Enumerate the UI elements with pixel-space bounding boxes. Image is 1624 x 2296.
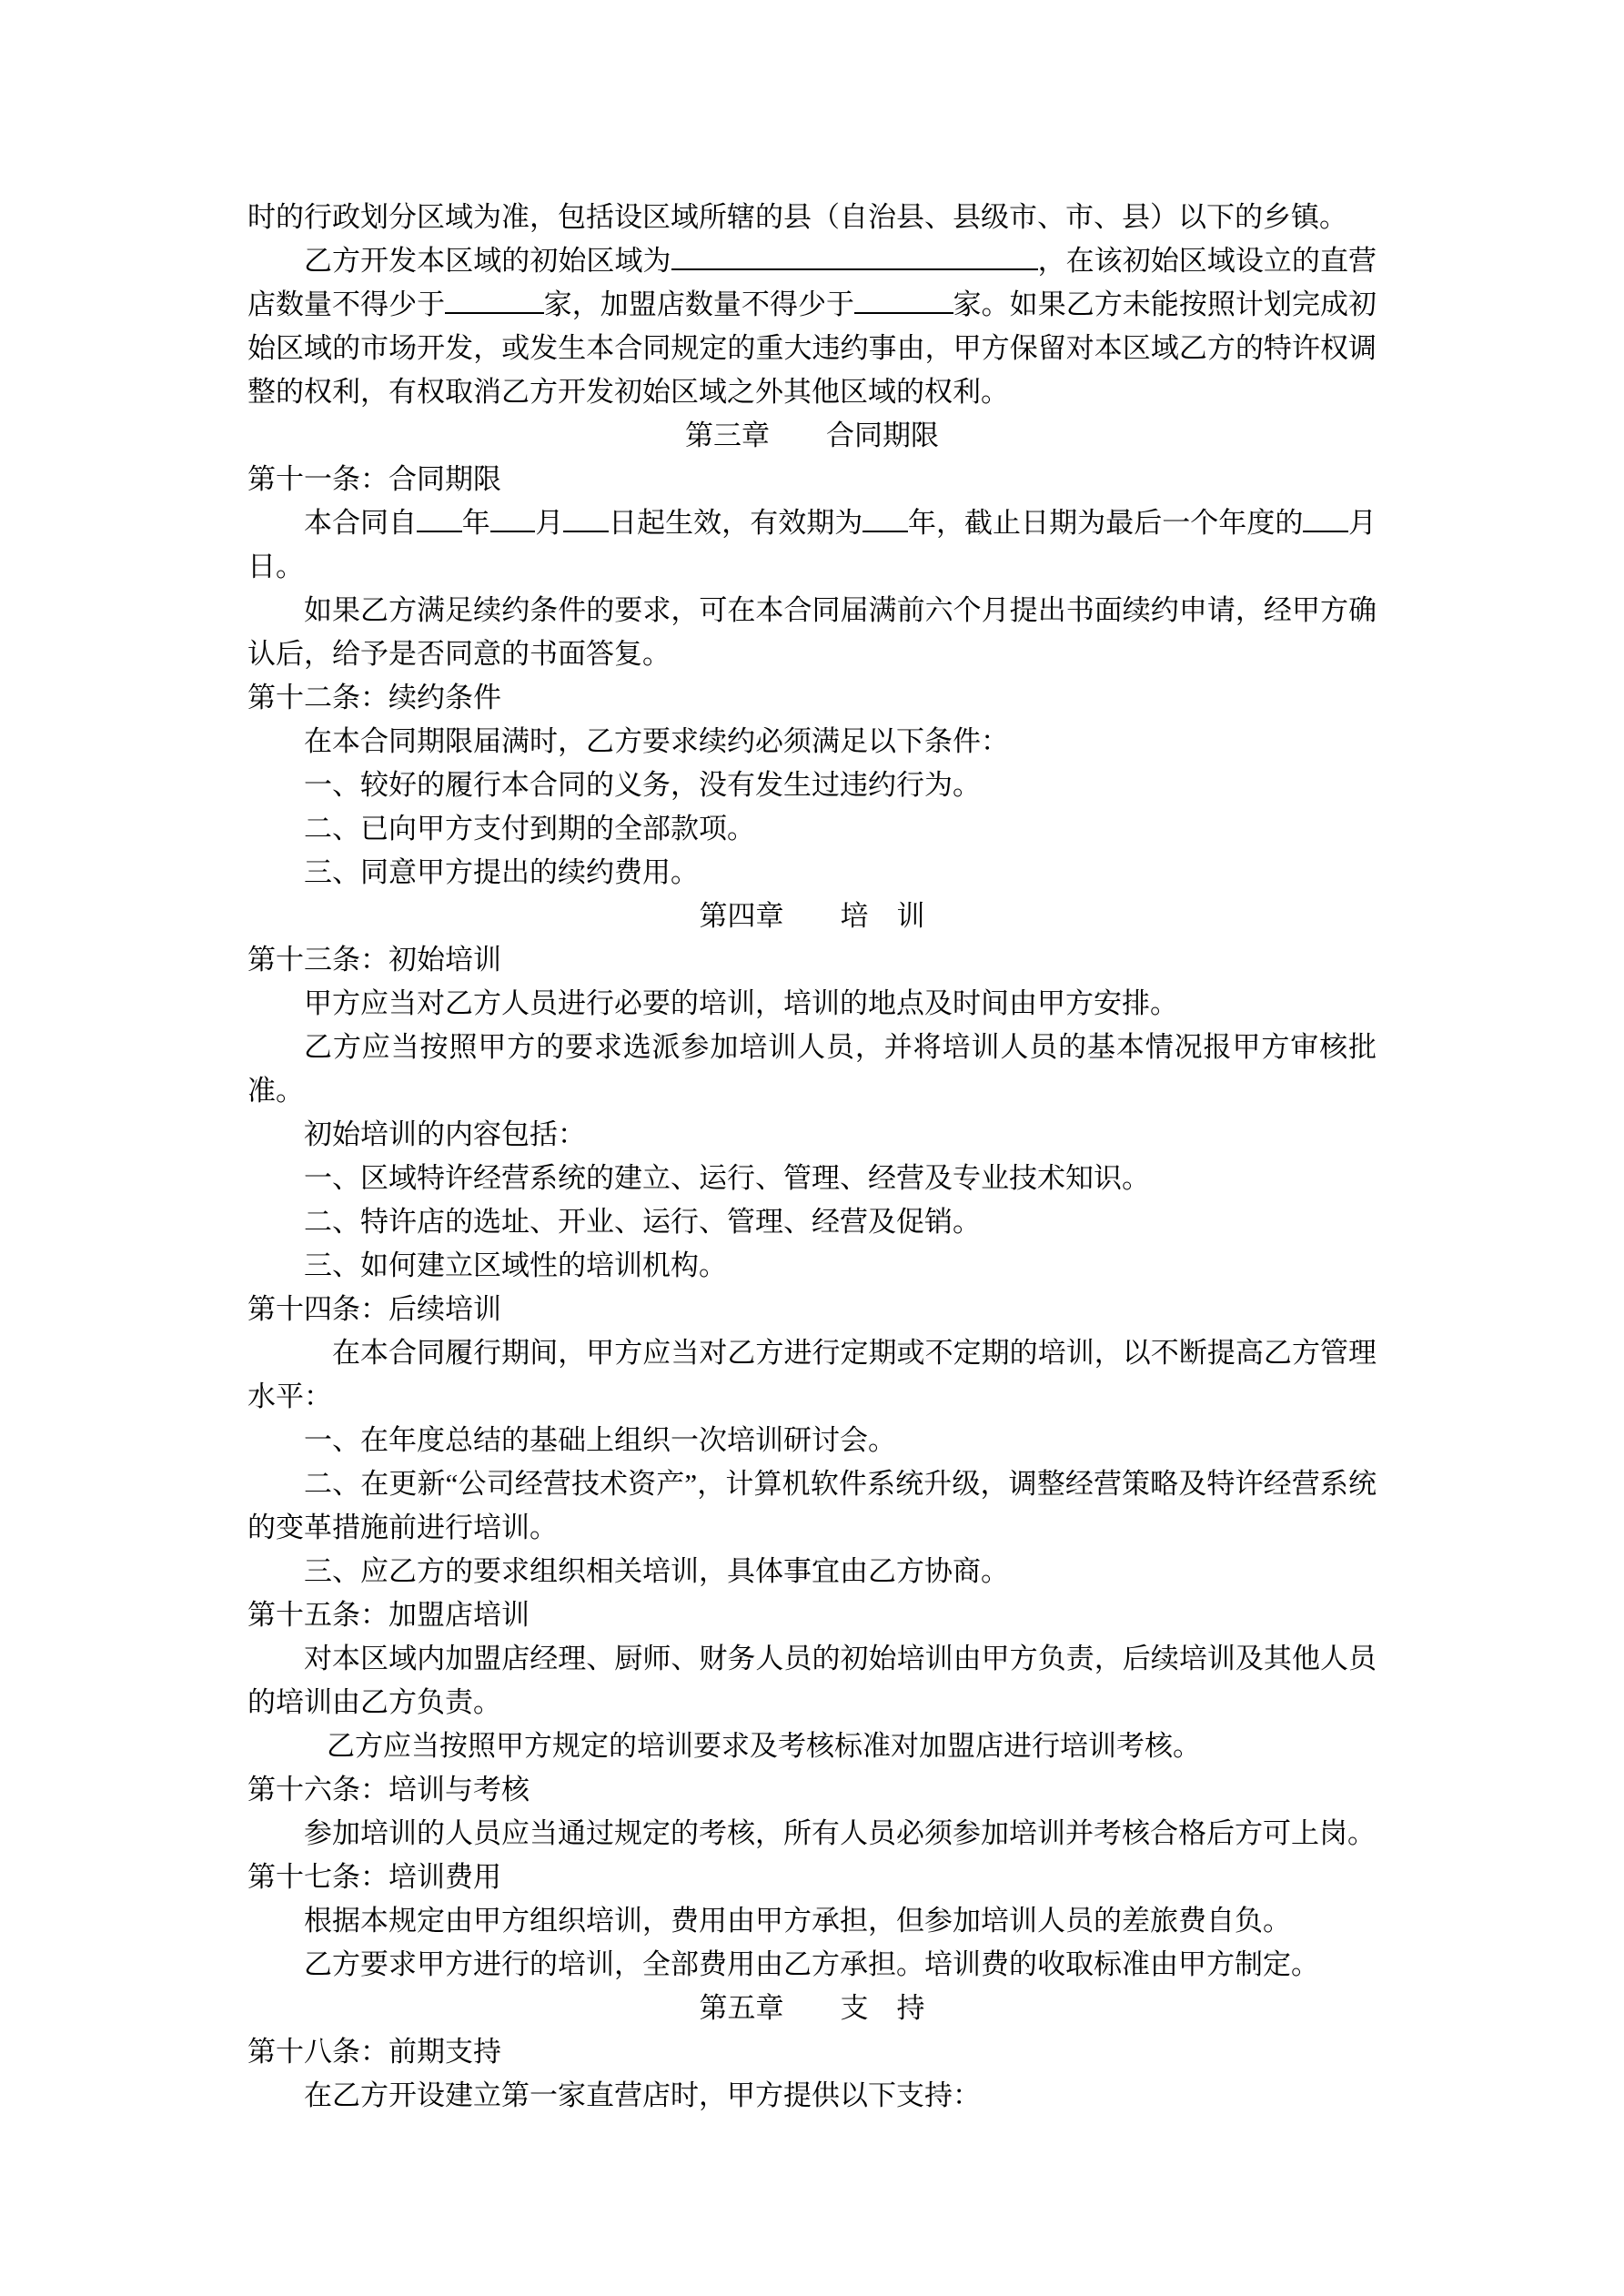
paragraph: 参加培训的人员应当通过规定的考核，所有人员必须参加培训并考核合格后方可上岗。	[304, 1817, 1376, 1849]
chapter-heading: 第五章 支 持	[699, 1992, 925, 2024]
paragraph: 如果乙方满足续约条件的要求，可在本合同届满前六个月提出书面续约申请，经甲方确认后，给予是否同意的书面答复。	[247, 594, 1377, 670]
clause-title: 第十七条：培训费用	[247, 1861, 501, 1893]
fill-in-blank	[490, 531, 536, 532]
paragraph: 二、在更新“公司经营技术资产”，计算机软件系统升级，调整经营策略及特许经营系统的变革措施前进行培训。	[247, 1468, 1377, 1543]
paragraph: 三、应乙方的要求组织相关培训，具体事宜由乙方协商。	[304, 1555, 1009, 1587]
paragraph: 时的行政划分区域为准，包括设区域所辖的县（自治县、县级市、市、县）以下的乡镇。	[247, 201, 1347, 233]
paragraph: 根据本规定由甲方组织培训，费用由甲方承担，但参加培训人员的差旅费自负。	[304, 1905, 1291, 1937]
paragraph: 三、同意甲方提出的续约费用。	[304, 856, 699, 888]
paragraph: 本合同自 年 月 日起生效，有效期为 年，截止日期为最后一个年度的 月日。	[247, 507, 1377, 582]
chapter-heading: 第三章 合同期限	[685, 420, 939, 451]
paragraph: 乙方应当按照甲方的要求选派参加培训人员，并将培训人员的基本情况报甲方审核批准。	[247, 1031, 1377, 1107]
paragraph: 对本区域内加盟店经理、厨师、财务人员的初始培训由甲方负责，后续培训及其他人员的培训由乙方负责。	[247, 1643, 1377, 1718]
paragraph: 在乙方开设建立第一家直营店时，甲方提供以下支持：	[304, 2079, 981, 2111]
clause-title: 第十二条：续约条件	[247, 682, 501, 713]
paragraph: 初始培训的内容包括：	[304, 1118, 586, 1150]
fill-in-blank	[671, 268, 1038, 270]
clause-title: 第十四条：后续培训	[247, 1293, 501, 1325]
paragraph: 三、如何建立区域性的培训机构。	[304, 1249, 727, 1281]
fill-in-blank	[862, 531, 908, 532]
contract-page-body	[247, 196, 1377, 2118]
paragraph: 在本合同履行期间，甲方应当对乙方进行定期或不定期的培训，以不断提高乙方管理水平：	[247, 1337, 1377, 1412]
paragraph: 乙方要求甲方进行的培训，全部费用由乙方承担。培训费的收取标准由甲方制定。	[304, 1948, 1319, 1980]
paragraph: 二、已向甲方支付到期的全部款项。	[304, 813, 755, 845]
paragraph: 乙方开发本区域的初始区域为 ，在该初始区域设立的直营店数量不得少于 家，加盟店数量不得少于 家。如果乙方未能按照计划完成初始区域的市场开发，或发生本合同规定的重大违约事由，甲方保留对本区域乙方的特许权调整的权利，有权取消乙方开发初始区域之外其他区域的权利。	[247, 245, 1377, 408]
clause-title: 第十三条：初始培训	[247, 944, 501, 976]
clause-title: 第十五条：加盟店培训	[247, 1599, 530, 1631]
paragraph: 一、区域特许经营系统的建立、运行、管理、经营及专业技术知识。	[304, 1162, 1150, 1194]
clause-title: 第十八条：前期支持	[247, 2036, 501, 2068]
paragraph: 甲方应当对乙方人员进行必要的培训，培训的地点及时间由甲方安排。	[304, 987, 1178, 1019]
paragraph: 一、在年度总结的基础上组织一次培训研讨会。	[304, 1424, 896, 1456]
paragraph: 二、特许店的选址、开业、运行、管理、经营及促销。	[304, 1206, 981, 1238]
clause-title: 第十六条：培训与考核	[247, 1774, 530, 1805]
fill-in-blank	[563, 531, 609, 532]
chapter-heading: 第四章 培 训	[699, 900, 925, 932]
paragraph: 一、较好的履行本合同的义务，没有发生过违约行为。	[304, 769, 981, 801]
fill-in-blank	[417, 531, 462, 532]
paragraph: 在本合同期限届满时，乙方要求续约必须满足以下条件：	[304, 725, 1009, 757]
clause-title: 第十一条：合同期限	[247, 463, 501, 495]
fill-in-blank	[1303, 531, 1348, 532]
fill-in-blank	[445, 312, 544, 314]
fill-in-blank	[854, 312, 953, 314]
paragraph: 乙方应当按照甲方规定的培训要求及考核标准对加盟店进行培训考核。	[327, 1730, 1201, 1762]
